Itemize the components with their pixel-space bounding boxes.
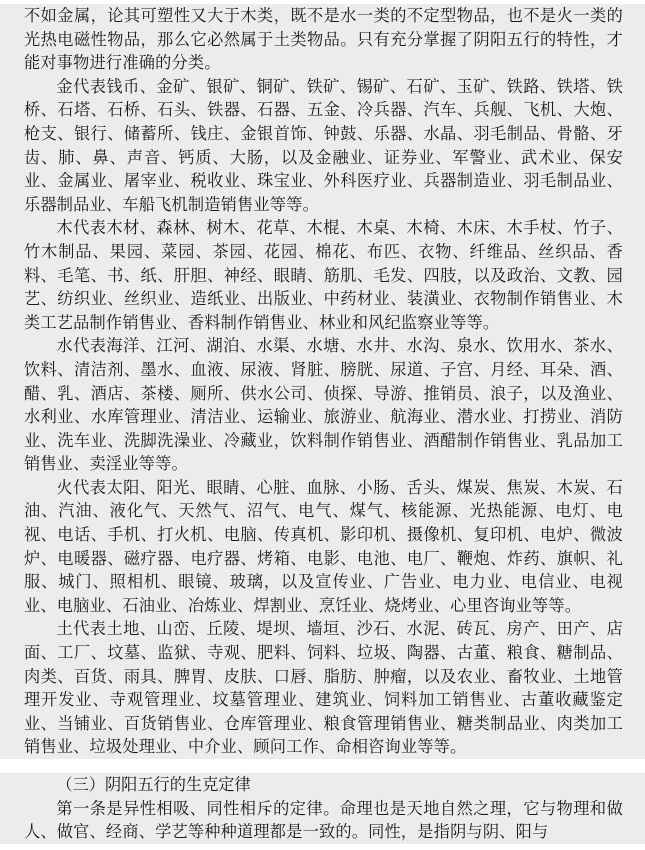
section-paragraph: 第一条是异性相吸、同性相斥的定律。命理也是天地自然之理，它与物理和做人、做官、经商、学艺等种种道理都是一致的。同性，是指阴与阴、阳与 — [24, 798, 623, 842]
section-block — [0, 773, 645, 844]
continuation-paragraph: 不如金属，论其可塑性又大于木类，既不是水一类的不定型物品，也不是火一类的光热电磁性物品，那么它必然属于土类物品。只有充分掌握了阴阳五行的特性，才能对事物进行准确的分类。 — [24, 6, 623, 73]
section-spacer — [24, 759, 623, 773]
section-heading: （三）阴阳五行的生克定律 — [56, 775, 251, 794]
paragraph-fire: 火代表太阳、阳光、眼睛、心脏、血脉、小肠、舌头、煤炭、焦炭、木炭、石油、汽油、液化气、天然气、沼气、电气、煤气、核能源、光热能源、电灯、电视、电话、手机、打火机、电脑、传真机、影印机、摄像机、复印机、电炉、微波炉、电暖器、磁疗器、电疗器、烤箱、电影、电池、电厂、鞭炮、炸药、旗帜、礼服、城门、照相机、眼镜、玻璃，以及宣传业、广告业、电力业、电信业、电视业、电脑业、石油业、冶炼业、焊割业、烹饪业、烧烤业、心里咨询业等等。 — [24, 477, 623, 615]
paragraph-metal: 金代表钱币、金矿、银矿、铜矿、铁矿、锡矿、石矿、玉矿、铁路、铁塔、铁桥、石塔、石桥、石头、铁器、石器、五金、冷兵器、汽车、兵舰、飞机、大炮、枪支、银行、储蓄所、钱庄、金银首饰、钟鼓、乐器、水晶、羽毛制品、骨骼、牙齿、肺、鼻、声音、钙质、大肠，以及金融业、证券业、军警业、武术业、保安业、金属业、屠宰业、税收业、珠宝业、外科医疗业、兵器制造业、羽毛制品业、乐器制品业、车船飞机制造销售业等等。 — [24, 76, 623, 214]
paragraph-water: 水代表海洋、江河、湖泊、水渠、水塘、水井、水沟、泉水、饮用水、茶水、饮料、清洁剂、墨水、血液、尿液、肾脏、膀胱、尿道、子宫、月经、耳朵、酒、醋、乳、酒店、茶楼、厕所、供水公司、侦探、导游、推销员、浪子，以及渔业、水利业、水库管理业、清洁业、运输业、旅游业、航海业、潜水业、打捞业、消防业、洗车业、洗脚洗澡业、冷藏业，饮料制作销售业、酒醋制作销售业、乳品加工销售业、卖淫业等等。 — [24, 336, 623, 474]
shaded-block — [0, 4, 645, 759]
paragraph-wood: 木代表木材、森林、树木、花草、木棍、木桌、木椅、木床、木手杖、竹子、竹木制品、果园、菜园、茶园、花园、棉花、布匹、衣物、纤维品、丝织品、香料、毛笔、书、纸、肝胆、神经、眼睛、筋肌、毛发、四肢，以及政治、文教、园艺、纺织业、丝织业、造纸业、出版业、中药材业、装潢业、衣物制作销售业、木类工艺品制作销售业、香料制作销售业、林业和风纪监察业等等。 — [24, 218, 623, 332]
paragraph-earth: 土代表土地、山峦、丘陵、堤坝、墙垣、沙石、水泥、砖瓦、房产、田产、店面、工厂、坟墓、监狱、寺观、肥料、饲料、垃圾、陶器、古董、粮食、糖制品、肉类、百货、雨具、脾胃、皮肤、口唇、脂肪、肿瘤，以及农业、畜牧业、土地管理开发业、寺观管理业、坟墓管理业、建筑业、饲料加工销售业、古董收藏鉴定业、当铺业、百货销售业、仓库管理业、粮食管理销售业、糖类制品业、肉类加工销售业、垃圾处理业、中介业、顾问工作、命相咨询业等等。 — [24, 619, 623, 757]
